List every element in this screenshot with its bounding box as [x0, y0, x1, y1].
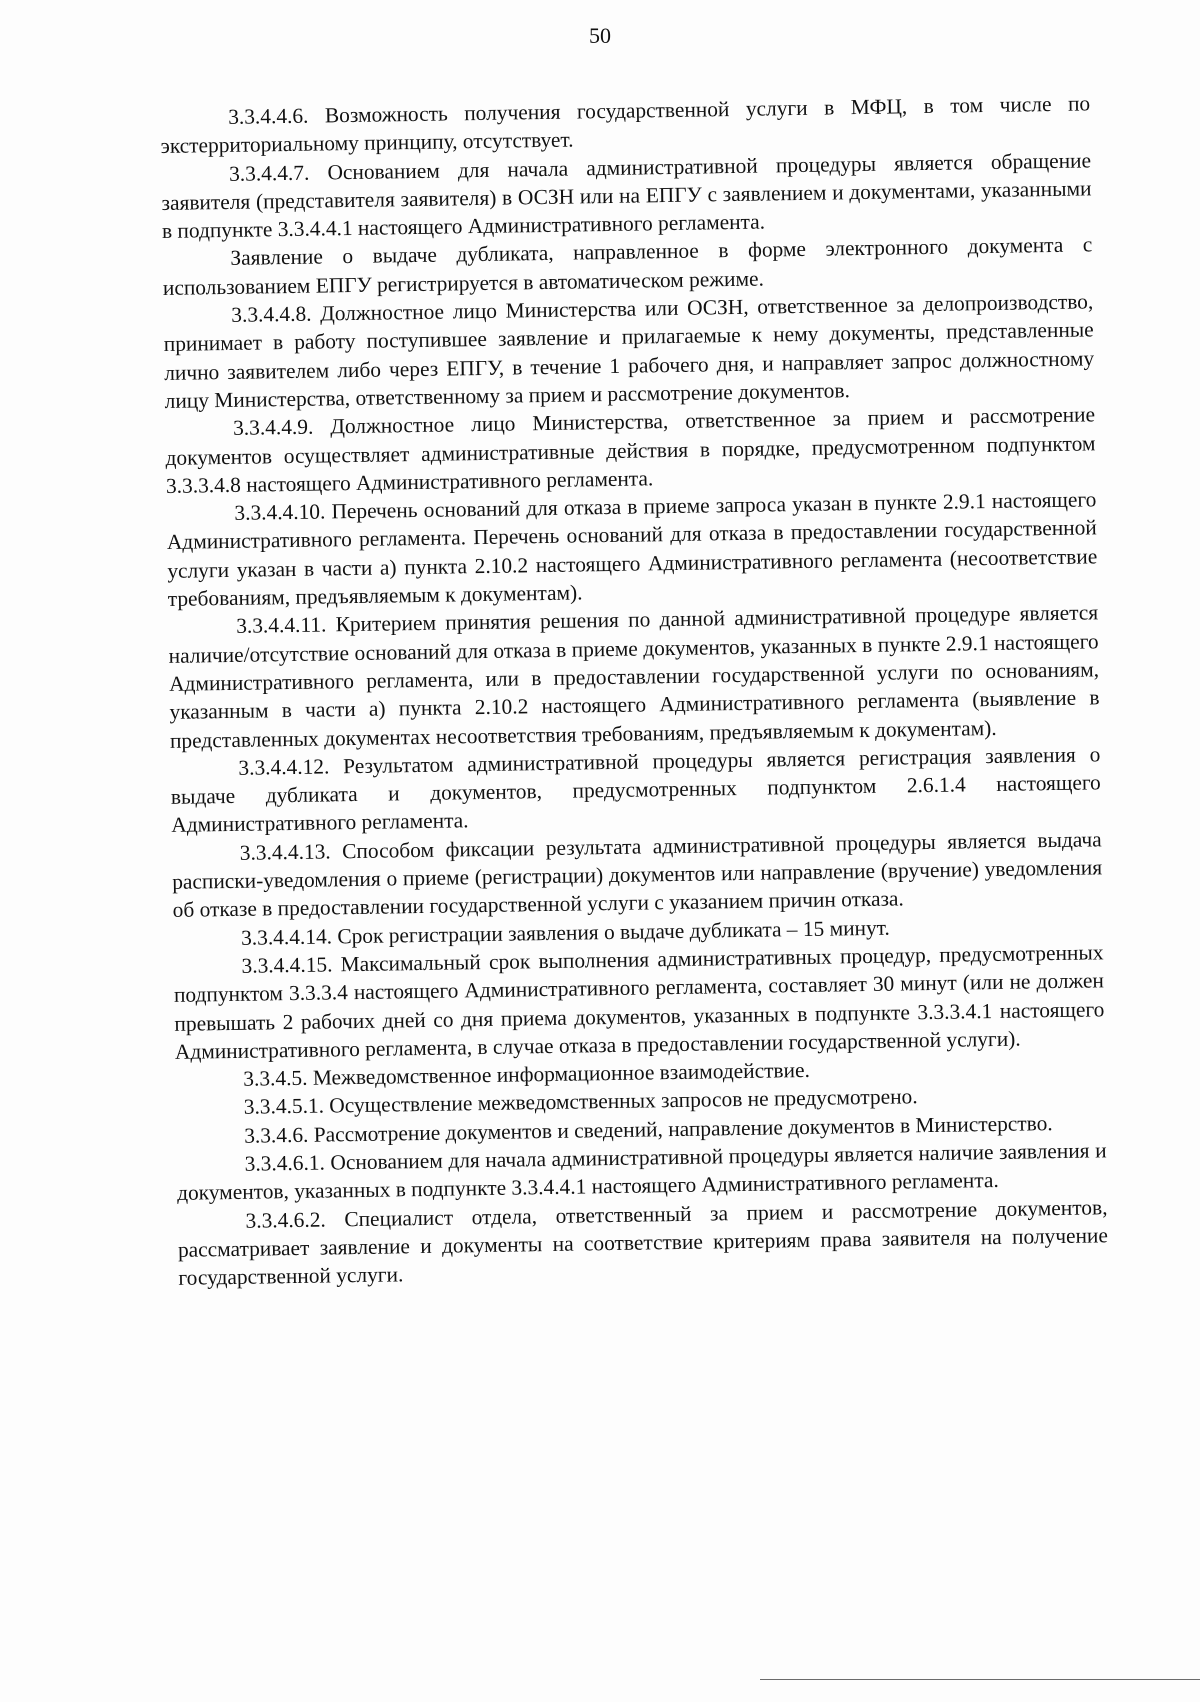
paragraph: 3.3.4.4.11. Критерием принятия решения по данной административной процедуре является наличие/отсутствие оснований для отказа в приеме документов, указанных в пункте 2.9.1 настоящего Административного регламента, или в предоставлении государственной услуги по основаниям, указанным в части а) пункта 2.10.2 настоящего Административного регламента (выявление в представленных документах несоответствия требованиям, предъявляемым к документам).	[168, 600, 1100, 753]
paragraph: 3.3.4.5.1. Осуществление межведомственных запросов не предусмотрено.	[243, 1084, 918, 1120]
paragraph: Заявление о выдаче дубликата, направленное в форме электронного документа с использованием ЕПГУ регистрируется в автоматическом режиме.	[162, 232, 1093, 300]
paragraph: 3.3.4.4.8. Должностное лицо Министерства или ОСЗН, ответственное за делопроизводство, принимает в работу поступившее заявление и прилагаемые к нему документы, представленные лично заявителем либо через ЕПГУ, в течение 1 рабочего дня, и направляет запрос должностному лицу Министерства, ответственному за прием и рассмотрение документов.	[163, 289, 1095, 413]
paragraph: 3.3.4.4.15. Максимальный срок выполнения административных процедур, предусмотренных подпунктом 3.3.3.4 настоящего Административного регламента, составляет 30 минут (или не должен превышать 2 рабочих дней со дня приема документов, указанных в подпункте 3.3.3.4.1 настоящего Административного регламента, в случае отказа в предоставлении государственной услуги).	[173, 940, 1105, 1064]
paragraph: 3.3.4.5. Межведомственное информационное взаимодействие.	[243, 1058, 811, 1091]
paragraph: 3.3.4.6.2. Специалист отдела, ответственный за прием и рассмотрение документов, рассматривает заявление и документы на соответствие критериям права заявителя на получение государственной услуги.	[177, 1194, 1109, 1291]
document-body	[160, 89, 1109, 1292]
paragraph: 3.3.4.4.6. Возможность получения государственной услуги в МФЦ, в том числе по экстерриториальному принципу, отсутствует.	[160, 91, 1091, 159]
paragraph: 3.3.4.4.10. Перечень оснований для отказа в приеме запроса указан в пункте 2.9.1 настоящего Административного регламента. Перечень оснований для отказа в предоставлении государственной услуги указан в части а) пункта 2.10.2 настоящего Административного регламента (несоответствие требованиям, предъявляемым к документам).	[166, 487, 1098, 611]
paragraph: 3.3.4.6.1. Основанием для начала административной процедуры является наличие заявления и документов, указанных в подпункте 3.3.4.4.1 настоящего Административного регламента.	[176, 1138, 1107, 1206]
paragraph: 3.3.4.4.14. Срок регистрации заявления о выдаче дубликата – 15 минут.	[240, 915, 890, 950]
page-number: 50	[589, 23, 611, 48]
paragraph: 3.3.4.4.12. Результатом административной процедуры является регистрация заявления о выдаче дубликата и документов, предусмотренных подпунктом 2.6.1.4 настоящего Административного регламента.	[170, 742, 1101, 838]
paragraph: 3.3.4.4.9. Должностное лицо Министерства, ответственное за прием и рассмотрение документов осуществляет административные действия в порядке, предусмотренном подпунктом 3.3.3.4.8 настоящего Административного регламента.	[165, 402, 1096, 498]
paragraph: 3.3.4.6. Рассмотрение документов и сведений, направление документов в Министерство.	[244, 1110, 1053, 1148]
scan-edge-line	[760, 1679, 1200, 1680]
paragraph: 3.3.4.4.7. Основанием для начала административной процедуры является обращение заявителя (представителя заявителя) в ОСЗН или на ЕПГУ с заявлением и документами, указанными в подпункте 3.3.4.4.1 настоящего Административного регламента.	[161, 147, 1092, 244]
paragraph: 3.3.4.4.13. Способом фиксации результата административной процедуры является выдача расписки-уведомления о приеме (регистрации) документов или направление (вручение) уведомления об отказе в предоставлении государственной услуги с указанием причин отказа.	[172, 827, 1103, 923]
